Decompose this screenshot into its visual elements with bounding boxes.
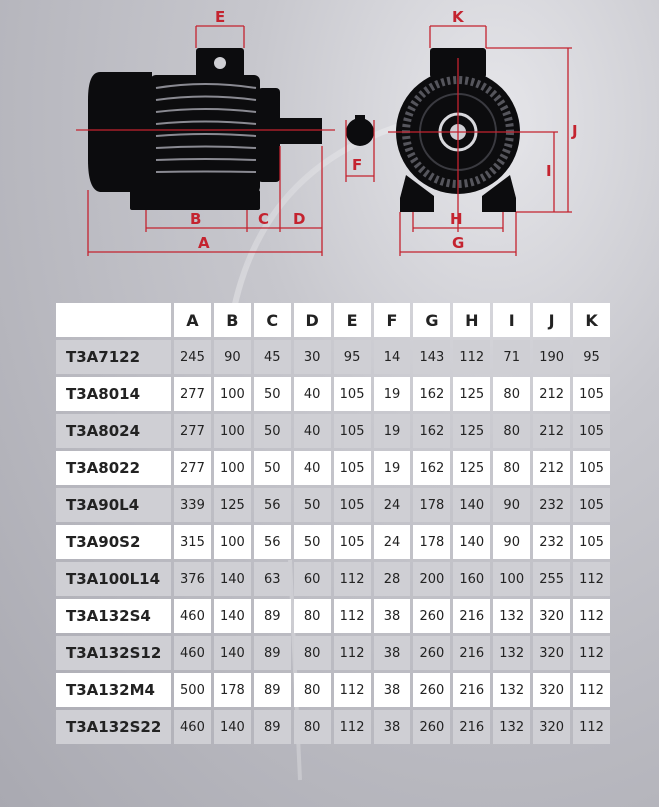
model-name-cell: T3A8014 bbox=[56, 377, 171, 411]
dimension-value-cell: 260 bbox=[413, 636, 450, 670]
dimension-value-cell: 100 bbox=[214, 525, 251, 559]
dimension-value-cell: 80 bbox=[493, 377, 530, 411]
dimension-value-cell: 50 bbox=[254, 414, 291, 448]
dimension-value-cell: 216 bbox=[453, 636, 490, 670]
dimension-value-cell: 460 bbox=[174, 636, 211, 670]
dimension-value-cell: 19 bbox=[374, 414, 411, 448]
dimension-value-cell: 80 bbox=[294, 673, 331, 707]
dimension-value-cell: 178 bbox=[413, 525, 450, 559]
dimension-value-cell: 112 bbox=[334, 636, 371, 670]
model-name-cell: T3A132S12 bbox=[56, 636, 171, 670]
dimension-value-cell: 90 bbox=[493, 525, 530, 559]
dimension-value-cell: 132 bbox=[493, 636, 530, 670]
dimension-value-cell: 45 bbox=[254, 340, 291, 374]
dimension-table-wrapper bbox=[53, 300, 613, 747]
dimension-value-cell: 80 bbox=[294, 636, 331, 670]
model-name-cell: T3A132S4 bbox=[56, 599, 171, 633]
dimension-value-cell: 105 bbox=[573, 525, 610, 559]
table-row bbox=[56, 377, 610, 411]
table-row bbox=[56, 488, 610, 522]
dimension-value-cell: 112 bbox=[453, 340, 490, 374]
table-row bbox=[56, 525, 610, 559]
dimension-value-cell: 24 bbox=[374, 488, 411, 522]
dimension-value-cell: 260 bbox=[413, 599, 450, 633]
dimension-value-cell: 89 bbox=[254, 673, 291, 707]
model-name-cell: T3A8024 bbox=[56, 414, 171, 448]
model-name-cell: T3A132S22 bbox=[56, 710, 171, 744]
dimension-value-cell: 80 bbox=[493, 414, 530, 448]
dimension-value-cell: 140 bbox=[214, 636, 251, 670]
column-header: A bbox=[174, 303, 211, 337]
table-row bbox=[56, 414, 610, 448]
dimension-value-cell: 132 bbox=[493, 673, 530, 707]
dimension-value-cell: 277 bbox=[174, 377, 211, 411]
dim-label-i: I bbox=[546, 162, 552, 180]
dimension-value-cell: 140 bbox=[453, 525, 490, 559]
dimension-value-cell: 63 bbox=[254, 562, 291, 596]
model-name-cell: T3A8022 bbox=[56, 451, 171, 485]
dim-label-h: H bbox=[450, 210, 463, 228]
table-row bbox=[56, 710, 610, 744]
dim-label-f: F bbox=[352, 156, 363, 174]
dimension-value-cell: 105 bbox=[334, 488, 371, 522]
dimension-value-cell: 190 bbox=[533, 340, 570, 374]
dimension-value-cell: 90 bbox=[214, 340, 251, 374]
dimension-value-cell: 320 bbox=[533, 710, 570, 744]
dimension-table bbox=[53, 300, 613, 747]
dimension-value-cell: 178 bbox=[413, 488, 450, 522]
dim-label-a: A bbox=[198, 234, 210, 252]
dimension-value-cell: 162 bbox=[413, 377, 450, 411]
dimension-value-cell: 260 bbox=[413, 710, 450, 744]
dimension-value-cell: 112 bbox=[573, 636, 610, 670]
dimension-value-cell: 260 bbox=[413, 673, 450, 707]
dimension-value-cell: 140 bbox=[453, 488, 490, 522]
dimension-value-cell: 40 bbox=[294, 377, 331, 411]
model-name-cell: T3A132M4 bbox=[56, 673, 171, 707]
dimension-value-cell: 50 bbox=[294, 488, 331, 522]
dimension-value-cell: 132 bbox=[493, 599, 530, 633]
dimension-value-cell: 112 bbox=[573, 599, 610, 633]
dimension-value-cell: 95 bbox=[334, 340, 371, 374]
dimension-value-cell: 232 bbox=[533, 525, 570, 559]
column-header: D bbox=[294, 303, 331, 337]
dimension-value-cell: 24 bbox=[374, 525, 411, 559]
dimension-value-cell: 132 bbox=[493, 710, 530, 744]
dimension-value-cell: 200 bbox=[413, 562, 450, 596]
model-name-cell: T3A100L14 bbox=[56, 562, 171, 596]
table-row bbox=[56, 340, 610, 374]
dimension-value-cell: 140 bbox=[214, 599, 251, 633]
motor-dimension-diagram bbox=[0, 0, 659, 270]
dimension-value-cell: 100 bbox=[214, 451, 251, 485]
dimension-value-cell: 245 bbox=[174, 340, 211, 374]
column-header: J bbox=[533, 303, 570, 337]
dimension-value-cell: 112 bbox=[334, 599, 371, 633]
table-row bbox=[56, 562, 610, 596]
dimension-value-cell: 125 bbox=[453, 414, 490, 448]
header-corner bbox=[56, 303, 171, 337]
dimension-value-cell: 105 bbox=[334, 525, 371, 559]
dimension-value-cell: 112 bbox=[334, 562, 371, 596]
dimension-value-cell: 277 bbox=[174, 414, 211, 448]
dimension-value-cell: 50 bbox=[294, 525, 331, 559]
dimension-value-cell: 212 bbox=[533, 414, 570, 448]
dim-label-c: C bbox=[258, 210, 270, 228]
dimension-value-cell: 320 bbox=[533, 599, 570, 633]
dimension-value-cell: 40 bbox=[294, 414, 331, 448]
dimension-value-cell: 40 bbox=[294, 451, 331, 485]
motor-side-view bbox=[88, 48, 322, 210]
dimension-value-cell: 125 bbox=[453, 377, 490, 411]
dimension-value-cell: 500 bbox=[174, 673, 211, 707]
dimension-value-cell: 105 bbox=[573, 451, 610, 485]
dimension-value-cell: 38 bbox=[374, 710, 411, 744]
dimension-value-cell: 100 bbox=[493, 562, 530, 596]
dimension-value-cell: 105 bbox=[573, 488, 610, 522]
dimension-value-cell: 255 bbox=[533, 562, 570, 596]
table-row bbox=[56, 636, 610, 670]
dimension-value-cell: 162 bbox=[413, 414, 450, 448]
dim-label-k: K bbox=[452, 8, 464, 26]
dimension-value-cell: 216 bbox=[453, 673, 490, 707]
dimension-value-cell: 95 bbox=[573, 340, 610, 374]
dimension-value-cell: 460 bbox=[174, 710, 211, 744]
dimension-value-cell: 216 bbox=[453, 599, 490, 633]
dimension-value-cell: 212 bbox=[533, 377, 570, 411]
table-header-row bbox=[56, 303, 610, 337]
dimension-value-cell: 112 bbox=[573, 562, 610, 596]
dimension-value-cell: 38 bbox=[374, 636, 411, 670]
dimension-value-cell: 100 bbox=[214, 414, 251, 448]
model-name-cell: T3A7122 bbox=[56, 340, 171, 374]
dimension-value-cell: 160 bbox=[453, 562, 490, 596]
dimension-value-cell: 143 bbox=[413, 340, 450, 374]
dim-label-j: J bbox=[572, 122, 578, 140]
dimension-value-cell: 460 bbox=[174, 599, 211, 633]
dimension-value-cell: 89 bbox=[254, 710, 291, 744]
column-header: F bbox=[374, 303, 411, 337]
table-row bbox=[56, 673, 610, 707]
dimension-value-cell: 125 bbox=[214, 488, 251, 522]
dimension-value-cell: 112 bbox=[573, 673, 610, 707]
dimension-value-cell: 140 bbox=[214, 562, 251, 596]
dimension-value-cell: 71 bbox=[493, 340, 530, 374]
dimension-value-cell: 56 bbox=[254, 488, 291, 522]
dimension-value-cell: 105 bbox=[334, 414, 371, 448]
dim-label-d: D bbox=[293, 210, 306, 228]
dimension-value-cell: 90 bbox=[493, 488, 530, 522]
column-header: E bbox=[334, 303, 371, 337]
dimension-value-cell: 212 bbox=[533, 451, 570, 485]
column-header: I bbox=[493, 303, 530, 337]
column-header: B bbox=[214, 303, 251, 337]
dimension-value-cell: 162 bbox=[413, 451, 450, 485]
column-header: C bbox=[254, 303, 291, 337]
dim-label-b: B bbox=[190, 210, 202, 228]
dimension-value-cell: 339 bbox=[174, 488, 211, 522]
dimension-value-cell: 80 bbox=[294, 599, 331, 633]
dimension-value-cell: 50 bbox=[254, 451, 291, 485]
dimension-value-cell: 56 bbox=[254, 525, 291, 559]
dimension-value-cell: 216 bbox=[453, 710, 490, 744]
dimension-value-cell: 315 bbox=[174, 525, 211, 559]
model-name-cell: T3A90S2 bbox=[56, 525, 171, 559]
column-header: G bbox=[413, 303, 450, 337]
dimension-value-cell: 178 bbox=[214, 673, 251, 707]
table-row bbox=[56, 451, 610, 485]
dimension-value-cell: 30 bbox=[294, 340, 331, 374]
column-header: K bbox=[573, 303, 610, 337]
dimension-value-cell: 14 bbox=[374, 340, 411, 374]
dimension-value-cell: 80 bbox=[294, 710, 331, 744]
column-header: H bbox=[453, 303, 490, 337]
dimension-value-cell: 38 bbox=[374, 599, 411, 633]
dimension-value-cell: 125 bbox=[453, 451, 490, 485]
dimension-value-cell: 140 bbox=[214, 710, 251, 744]
dimension-value-cell: 89 bbox=[254, 599, 291, 633]
dimension-value-cell: 60 bbox=[294, 562, 331, 596]
dimension-value-cell: 19 bbox=[374, 377, 411, 411]
dim-label-g: G bbox=[452, 234, 465, 252]
dimension-value-cell: 19 bbox=[374, 451, 411, 485]
dimension-value-cell: 28 bbox=[374, 562, 411, 596]
dimension-value-cell: 112 bbox=[334, 710, 371, 744]
dimension-value-cell: 320 bbox=[533, 673, 570, 707]
dim-label-e: E bbox=[215, 8, 226, 26]
dimension-value-cell: 38 bbox=[374, 673, 411, 707]
model-name-cell: T3A90L4 bbox=[56, 488, 171, 522]
dimension-value-cell: 105 bbox=[573, 414, 610, 448]
dimension-value-cell: 50 bbox=[254, 377, 291, 411]
dimension-value-cell: 100 bbox=[214, 377, 251, 411]
dimension-value-cell: 376 bbox=[174, 562, 211, 596]
dimension-value-cell: 105 bbox=[334, 451, 371, 485]
dimension-value-cell: 112 bbox=[334, 673, 371, 707]
dimension-value-cell: 320 bbox=[533, 636, 570, 670]
dimension-value-cell: 89 bbox=[254, 636, 291, 670]
table-row bbox=[56, 599, 610, 633]
dimension-value-cell: 80 bbox=[493, 451, 530, 485]
dimension-value-cell: 277 bbox=[174, 451, 211, 485]
dimension-value-cell: 232 bbox=[533, 488, 570, 522]
dimension-value-cell: 105 bbox=[334, 377, 371, 411]
dimension-value-cell: 105 bbox=[573, 377, 610, 411]
dimension-value-cell: 112 bbox=[573, 710, 610, 744]
